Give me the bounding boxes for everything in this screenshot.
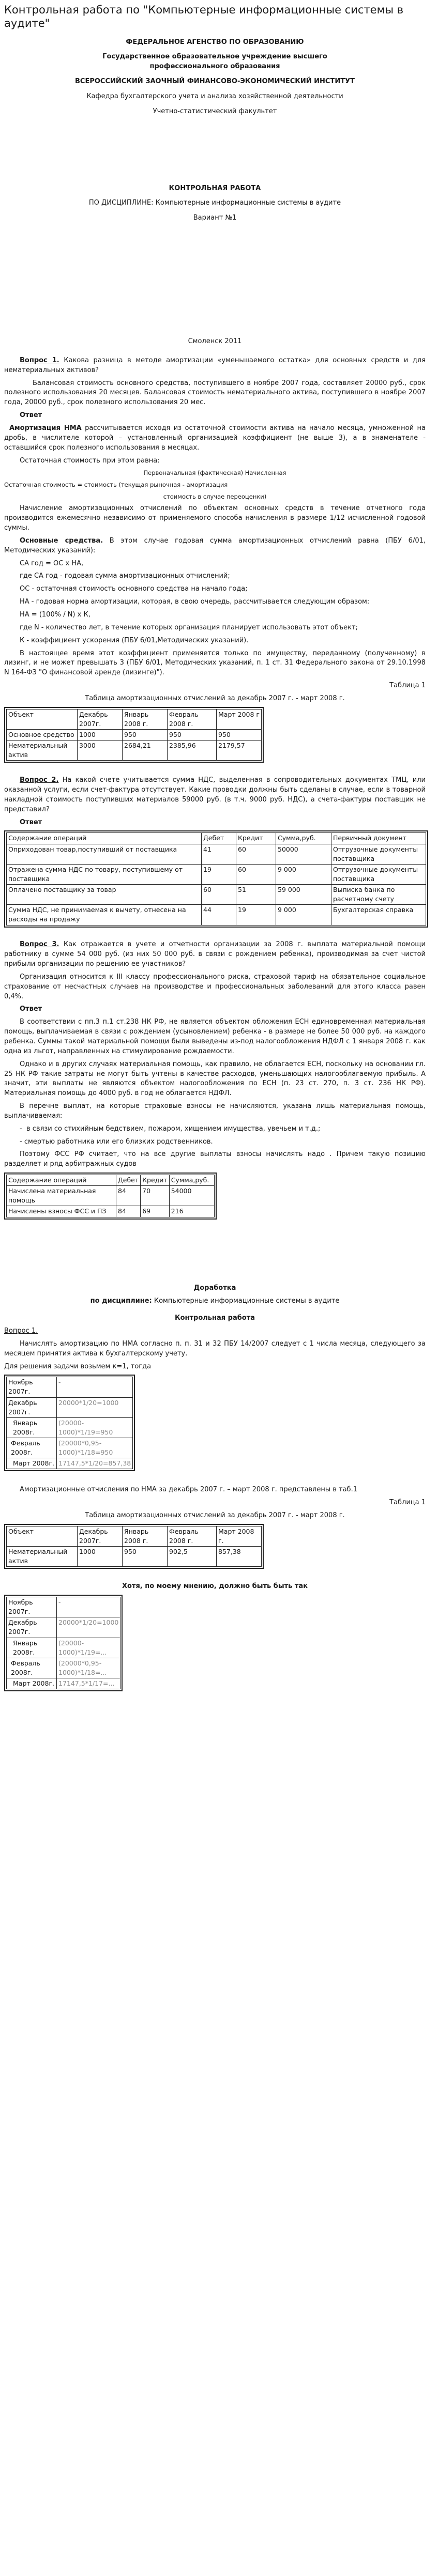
q3-bullet-1: - в связи со стихийным бедствием, пожаром, хищением имущества, увечьем и т.д.; [20,1124,321,1133]
table-header-cell: Март 2008 г. [217,1526,262,1546]
table-cell: 54000 [169,1186,214,1206]
table-row [7,1597,120,1617]
postings-table [6,832,426,925]
table-cell: Отгрузочные документы поставщика [331,844,426,864]
table-cell: Ноябрь 2007г. [7,1597,57,1617]
table-cell: 19 [202,864,236,884]
agency-name: ФЕДЕРАЛЬНОЕ АГЕНСТВО ПО ОБРАЗОВАНИЮ [126,38,304,46]
table-cell: 41 [202,844,236,864]
table-cell: 2684,21 [123,741,168,761]
rework-subtitle: Контрольная работа [174,1314,255,1322]
table-row [7,844,426,864]
q2-answer-heading: Ответ [20,818,42,826]
table-row [7,885,426,905]
table-header-cell: Январь 2008 г. [123,1526,168,1546]
table-cell: 950 [123,1547,168,1567]
formula-k: К - коэффициент ускорения (ПБУ 6/01,Методических указаний). [20,636,249,644]
rework-table1-number: Таблица 1 [389,1499,426,1507]
q3-bullet-2: - смертью работника или его близких родственников. [20,1137,213,1146]
table-cell: Декабрь 2007г. [7,1617,57,1638]
table-cell: (20000-1000)*1/19=950 [57,1417,133,1438]
table-cell: 950 [217,729,262,740]
formula-line-1: Первоначальная (фактическая) Начисленная [143,469,286,477]
variant-line: Вариант №1 [193,214,237,222]
calc-table2-frame [4,1595,123,1691]
q3-paragraph-2: В соответствии с пп.3 п.1 ст.238 НК РФ, не является объектом обложения ЕСН единовременная материальная помощь, выплачиваемая в связи с рождением (усыновлением) ребенка - в размере не более 50 000 руб. на каждого ребенка. Суммы такой материальной помощи были выведены из-под налогообложения НДФЛ с 1 января 2008 г. как одна из льгот, направленных на стимулирование рождаемости. [4,1018,426,1055]
rework-title: Доработка [193,1284,236,1292]
table-cell: Нематериальный актив [7,1547,78,1567]
table-cell: 1000 [78,729,123,740]
rework-paragraph-3: Амортизационные отчисления по НМА за декабрь 2007 г. – март 2008 г. представлены в таб.1 [20,1486,357,1494]
table-header-cell: Декабрь 2007г. [78,1526,123,1546]
q2-question: Вопрос 2. На какой счете учитывается сумма НДС, выделенная в сопроводительных документах ТМЦ, или оказанной услуги, если счет-фактура отсутствует. Какие проводки должны быть сделаны в случае, если в товарной накладной стоимость поступивших материалов 59000 руб. (в т.ч. 9000 руб. НДС), а счета-фактуры поставщик не представил? [4,776,426,813]
table-row [7,905,426,925]
q3-label: Вопрос 3. [20,940,59,949]
table-cell: Начислена материальная помощь [7,1186,116,1206]
table-cell: 20000*1/20=1000 [57,1617,120,1638]
rework-paragraph-1: Начислять амортизацию по НМА согласно п. п. 31 и 32 ПБУ 14/2007 следует с 1 числа месяца, следующего за месяцем принятия актива к бухгалтерскому учету. [4,1339,426,1358]
q1-label: Вопрос 1. [20,356,59,364]
table-cell: Отгрузочные документы поставщика [331,864,426,884]
q2-label: Вопрос 2. [20,776,59,784]
q3-paragraph-4: В перечне выплат, на которые страховые взносы не начисляются, указана лишь материальная помощь, выплачиваемая: [4,1102,426,1120]
q1-question: Вопрос 1. Какова разница в методе амортизации «уменьшаемого остатка» для основных средств и для нематериальных активов? [4,356,426,374]
table-header-cell: Первичный документ [331,833,426,844]
table-cell: 60 [236,864,276,884]
table-header-cell: Февраль 2008 г. [168,709,217,729]
table-row [7,1458,133,1469]
table-row [7,1438,133,1458]
formula-where: где СА год - годовая сумма амортизационных отчислений; [20,572,230,580]
table-cell: 950 [168,729,217,740]
calc-table [6,1377,133,1469]
table-row [7,1658,120,1678]
table-header-row [7,1175,215,1186]
amortization-table [6,709,262,761]
table-cell: (20000*0,95-1000)*1/18=... [57,1658,120,1678]
table-cell: 3000 [78,741,123,761]
table-header-cell: Содержание операций [7,1175,116,1186]
rework-table1-frame [4,1524,264,1569]
rework-q1-label: Вопрос 1. [4,1326,38,1335]
q3-paragraph-5: Поэтому ФСС РФ считает, что на все другие выплаты взносы начислять надо . Причем такую позицию разделяет и ряд арбитражных судов [4,1150,426,1168]
table1-frame [4,707,264,763]
page-title: Контрольная работа по "Компьютерные информационные системы в аудите" [4,4,404,30]
table-cell: 44 [202,905,236,925]
table-header-cell: Содержание операций [7,833,202,844]
table-cell: (20000-1000)*1/19=... [57,1638,120,1658]
table-row [7,864,426,884]
city-year: Смоленск 2011 [188,337,242,346]
table-cell: Отражена сумма НДС по товару, поступившему от поставщика [7,864,202,884]
nma-definition: Амортизация НМА рассчитывается исходя из остаточной стоимости актива на начало месяца, умноженной на дробь, в числителе которой – установленный организацией коэффициент (не выше 3), а в знаменателе - оставшийся срок полезного использования в месяцах. [4,424,426,452]
table-cell: - [57,1597,120,1617]
rework-amortization-table [6,1526,262,1567]
formula-ca: СА год = ОС х НА, [20,559,84,567]
university-name: ВСЕРОССИЙСКИЙ ЗАОЧНЫЙ ФИНАНСОВО-ЭКОНОМИЧЕСКИЙ ИНСТИТУТ [75,78,355,86]
table-row [7,1617,120,1638]
table-cell: Февраль 2008г. [7,1658,57,1678]
formula-na: НА - годовая норма амортизации, которая, в свою очередь, рассчитывается следующим образом: [20,598,370,606]
table-cell: Март 2008г. [7,1678,57,1689]
table-cell: 51 [236,885,276,905]
table-cell: Декабрь 2007г. [7,1397,57,1417]
table-cell: 950 [123,729,168,740]
table-row [7,729,262,740]
table-cell: 216 [169,1206,214,1217]
accrual-paragraph: Начисление амортизационных отчислений по объектам основных средств в течение отчетного года производится ежемесячно независимо от применяемого способа начисления в размере 1/12 исчисленной годовой суммы. [4,504,426,532]
fixed-assets-paragraph: Основные средства. В этом случае годовая сумма амортизационных отчислений равна (ПБУ 6/01, Методических указаний): [4,536,426,554]
table-cell: 60 [202,885,236,905]
opinion-line: Хотя, по моему мнению, должно быть быть так [122,1582,308,1591]
table-cell: Сумма НДС, не принимаемая к вычету, отнесена на расходы на продажу [7,905,202,925]
table-cell: 17147,5*1/20=857,38 [57,1458,133,1469]
table-cell: 9 000 [276,864,331,884]
table-row [7,1678,120,1689]
table-header-cell: Кредит [236,833,276,844]
table-row [7,1638,120,1658]
department-name: Кафедра бухгалтерского учета и анализа хозяйственной деятельности [86,92,343,100]
table-cell: Январь 2008г. [7,1417,57,1438]
table-header-cell: Март 2008 г [217,709,262,729]
table-header-row [7,1526,262,1546]
table-row [7,1206,215,1217]
rework-paragraph-2: Для решения задачи возьмем к=1, тогда [4,1362,152,1370]
table-row [7,1417,133,1438]
table-cell: 1000 [78,1547,123,1567]
table-cell: 857,38 [217,1547,262,1567]
table-cell: 60 [236,844,276,864]
formula-line-2: Остаточная стоимость = стоимость (текущая рыночная - амортизация [4,481,228,489]
leasing-paragraph: В настоящее время этот коэффициент применяется только по имуществу, переданному (полученному) в лизинг, и не может превышать 3 (ПБУ 6/01, Методических указаний, п. 1 ст. 31 Федерального закона от 29.10.1998 N 164-ФЗ "О финансовой аренде (лизинге)"). [4,649,426,677]
table-row [7,1377,133,1397]
rework-discipline: по дисциплине: Компьютерные информационные системы в аудите [90,1297,340,1305]
q1-paragraph: Балансовая стоимость основного средства, поступившего в ноябре 2007 года, составляет 20000 руб., срок полезного использования 20 месяцев. Балансовая стоимость нематериального актива, поступившего в ноябре 2007 года, 20000 руб., срок полезного использования 20 мес. [4,379,426,407]
table-cell: 17147,5*1/17=... [57,1678,120,1689]
rework-table1-caption: Таблица амортизационных отчислений за декабрь 2007 г. - март 2008 г. [85,1511,345,1520]
table-cell: 69 [141,1206,170,1217]
faculty-name: Учетно-статистический факультет [153,107,277,115]
table-cell: Выписка банка по расчетному счету [331,885,426,905]
table-cell: 84 [116,1186,141,1206]
table-cell: 2179,57 [217,741,262,761]
table-header-cell: Кредит [141,1175,170,1186]
table-header-cell: Дебет [116,1175,141,1186]
table-cell: Март 2008г. [7,1458,57,1469]
table-cell: Февраль 2008г. [7,1438,57,1458]
calc-table-2 [6,1597,120,1689]
table-cell: 70 [141,1186,170,1206]
table-cell: 59 000 [276,885,331,905]
q3-paragraph-1: Организация относится к III классу профессионального риска, страховой тариф на обязательное социальное страхование от несчастных случаев на производстве и профессиональных заболеваний для этого класса равен 0,4%. [4,973,426,1000]
table-cell: 2385,96 [168,741,217,761]
table-cell: 9 000 [276,905,331,925]
material-aid-table [6,1175,215,1217]
q3-question: Вопрос 3. Как отражается в учете и отчетности организации за 2008 г. выплата материальной помощи работнику в сумме 54 000 руб. (из них 50 000 руб. в связи с рождением ребенка), производимая за счет чистой прибыли организации по решению ее участников? [4,940,426,968]
table-row [7,1186,215,1206]
q3-paragraph-3: Однако и в других случаях материальная помощь, как правило, не облагается ЕСН, поскольку на основании гл. 25 НК РФ такие затраты не могут быть учтены в качестве расходов, уменьшающих налогооблагаемую прибыль. А значит, эти выплаты не являются объектом налогообложения по ЕСН (п. 23 ст. 270, п. 3 ст. 236 НК РФ). Материальная помощь до 4000 руб. в год не облагается НДФЛ. [4,1060,426,1098]
residual-value-line: Остаточная стоимость при этом равна: [20,456,160,465]
table-row [7,741,262,761]
table-cell: 84 [116,1206,141,1217]
table-cell: - [57,1377,133,1397]
formula-os: ОС - остаточная стоимость основного средства на начало года; [20,585,248,593]
institution-name: Государственное образовательное учреждение высшего профессионального образования [102,53,327,71]
q3-table-frame [4,1173,217,1220]
table-cell: 902,5 [168,1547,217,1567]
table-cell: Оплачено поставщику за товар [7,885,202,905]
table-header-cell: Декабрь 2007г. [78,709,123,729]
table-cell: Нематериальный актив [7,741,78,761]
table-cell: 20000*1/20=1000 [57,1397,133,1417]
table-header-cell: Объект [7,709,78,729]
table-header-row [7,833,426,844]
table-cell: Оприходован товар,поступивший от поставщика [7,844,202,864]
table-header-row [7,709,262,729]
formula-line-3: стоимость в случае переоценки) [163,492,267,500]
table-cell: Январь 2008г. [7,1638,57,1658]
table-header-cell: Дебет [202,833,236,844]
table1-number: Таблица 1 [389,682,426,690]
q3-answer-heading: Ответ [20,1005,42,1013]
table-cell: Начислены взносы ФСС и ПЗ [7,1206,116,1217]
table-cell: (20000*0,95-1000)*1/18=950 [57,1438,133,1458]
calc-table-frame [4,1375,135,1471]
table1-caption: Таблица амортизационных отчислений за декабрь 2007 г. - март 2008 г. [85,694,345,702]
table-header-cell: Сумма,руб. [276,833,331,844]
discipline-line: ПО ДИСЦИПЛИНЕ: Компьютерные информационные системы в аудите [88,199,341,207]
table-header-cell: Февраль 2008 г. [168,1526,217,1546]
formula-n: где N - количество лет, в течение которых организация планирует использовать этот объект; [20,623,358,631]
formula-na2: НА = (100% / N) х К, [20,610,90,619]
table-header-cell: Сумма,руб. [169,1175,214,1186]
table-cell: 50000 [276,844,331,864]
table-row [7,1547,262,1567]
table-header-cell: Объект [7,1526,78,1546]
q2-table-frame [4,830,428,927]
table-row [7,1397,133,1417]
table-cell: Ноябрь 2007г. [7,1377,57,1397]
q1-answer-heading: Ответ [20,411,42,420]
table-cell: 19 [236,905,276,925]
table-cell: Основное средство [7,729,78,740]
table-header-cell: Январь 2008 г. [123,709,168,729]
work-title: КОНТРОЛЬНАЯ РАБОТА [169,184,261,192]
table-cell: Бухгалтерская справка [331,905,426,925]
